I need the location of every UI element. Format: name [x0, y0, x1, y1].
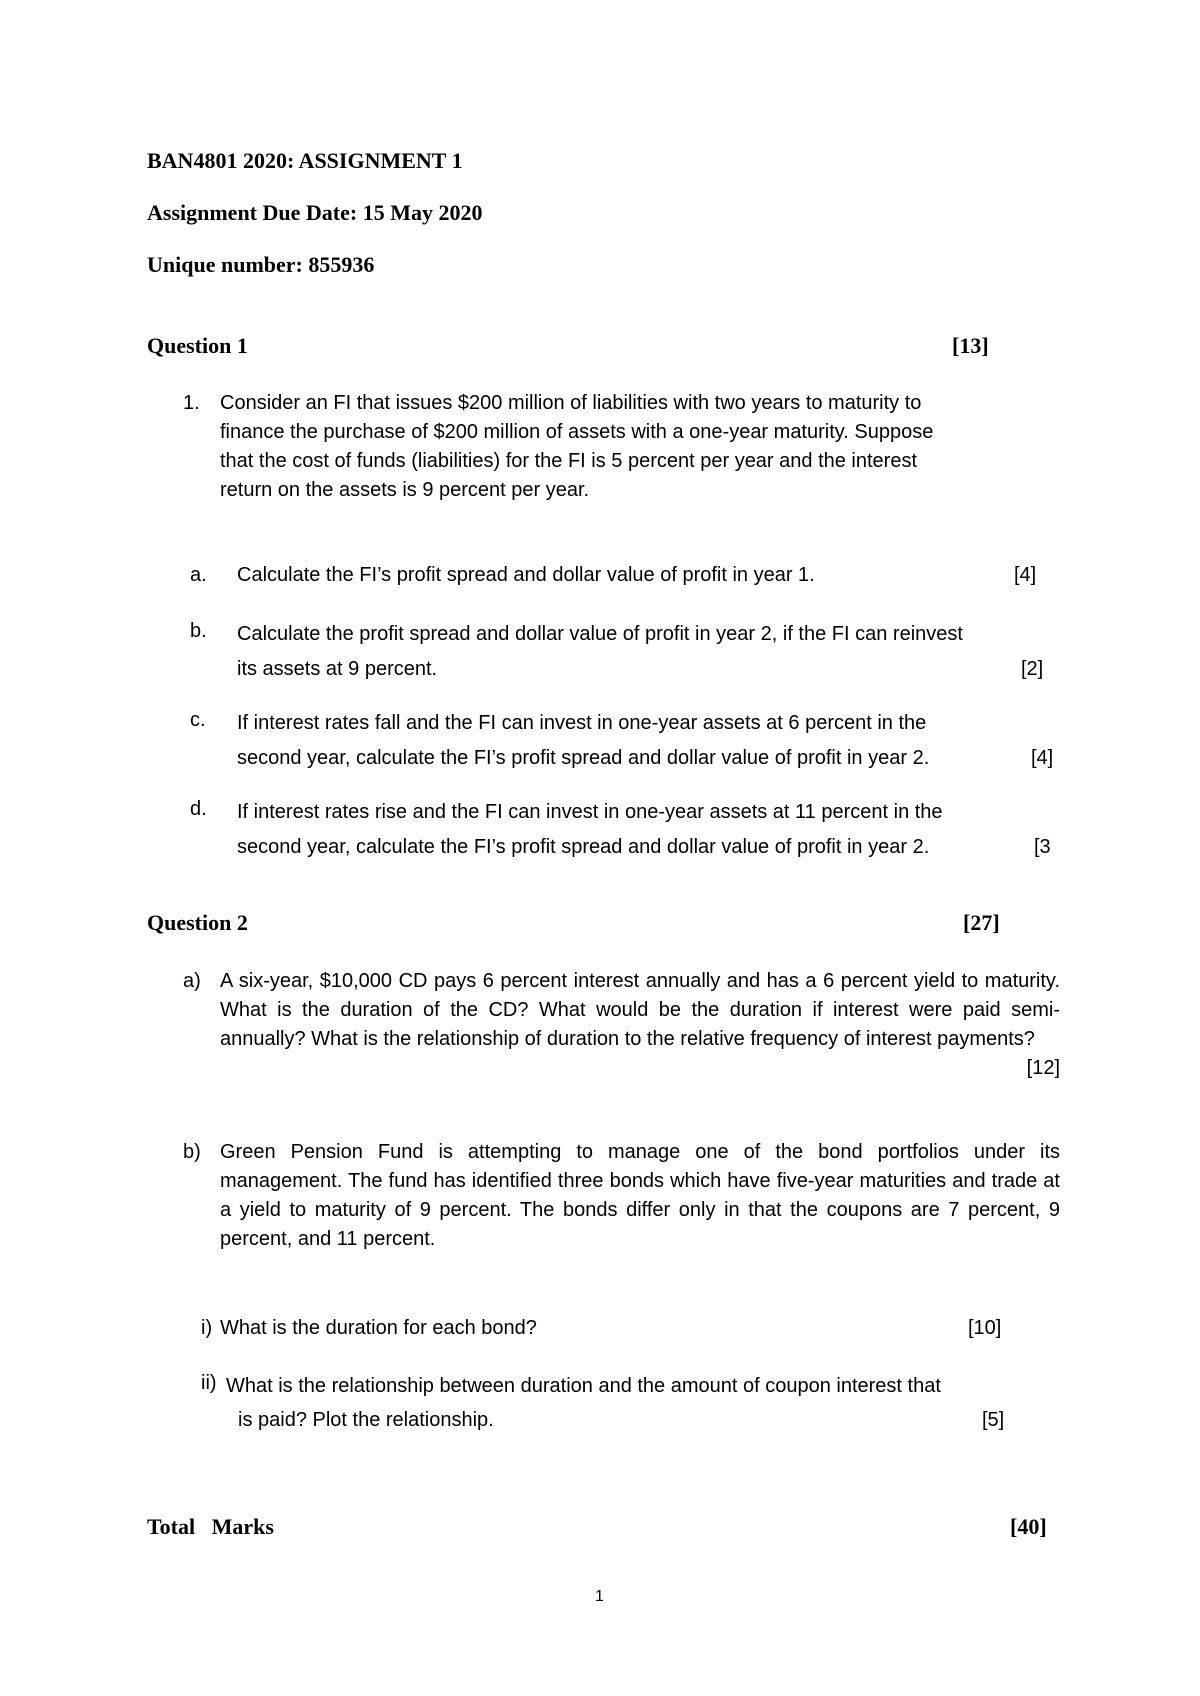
page-number: 1	[595, 1588, 604, 1605]
q2-part-b-paragraph: Green Pension Fund is attempting to manage one of the bond portfolios under its management. The fund has identified three bonds which have five-year maturities and trade at a yield to maturity of 9 percent. The bonds differ only in that the coupons are 7 percent, 9 percent, and 11 percent.	[220, 1141, 1060, 1250]
unique-number: Unique number: 855936	[147, 252, 375, 277]
q1-part-b-line: its assets at 9 percent.	[237, 658, 438, 680]
question-1-marks: [13]	[952, 333, 989, 358]
q1-part-b-line: Calculate the profit spread and dollar value of profit in year 2, if the FI can reinvest	[237, 623, 963, 645]
q1-part-d-marks: [3	[1034, 836, 1051, 858]
q2-sub-ii-label: ii)	[201, 1372, 217, 1394]
q1-part-d-label: d.	[190, 798, 207, 820]
q1-part-a-text	[237, 561, 815, 590]
q1-intro-line: finance the purchase of $200 million of assets with a one-year maturity. Suppose	[220, 421, 934, 443]
q1-part-a-marks: [4]	[1014, 564, 1037, 586]
q2-sub-ii-paragraph	[226, 1369, 941, 1437]
q2-sub-ii-marks: [5]	[982, 1409, 1005, 1431]
q2-sub-ii-line: is paid? Plot the relationship.	[238, 1409, 494, 1431]
q1-part-c-line: If interest rates fall and the FI can invest in one-year assets at 6 percent in the	[237, 712, 927, 734]
q1-part-d-line: second year, calculate the FI’s profit spread and dollar value of profit in year 2.	[237, 836, 930, 858]
total-marks-label: Total Marks	[147, 1514, 274, 1539]
q1-part-a-label: a.	[190, 564, 207, 586]
question-2-marks: [27]	[963, 910, 1000, 935]
q1-part-c-marks: [4]	[1031, 747, 1054, 769]
q2-sub-i-marks: [10]	[968, 1317, 1002, 1339]
q1-part-b-marks: [2]	[1021, 658, 1044, 680]
q2-part-a-label: a)	[183, 970, 201, 992]
q2-part-a-text: A six-year, $10,000 CD pays 6 percent interest annually and has a 6 percent yield to maturity. What is the duration of the CD? What would be the duration if interest were paid semi-annually? What is the relationship of duration to the relative frequency of interest payments?	[220, 970, 1060, 1050]
q1-part-d-line: If interest rates rise and the FI can invest in one-year assets at 11 percent in the	[237, 801, 943, 823]
q1-part-c-label: c.	[190, 709, 206, 731]
q2-part-a-paragraph	[220, 967, 1060, 1083]
q1-part-c-text	[237, 706, 929, 776]
q1-intro-line: return on the assets is 9 percent per year.	[220, 479, 590, 501]
q1-part-b-label: b.	[190, 620, 207, 642]
q2-sub-ii-line: What is the relationship between duration and the amount of coupon interest that	[226, 1375, 941, 1397]
assignment-title: BAN4801 2020: ASSIGNMENT 1	[147, 148, 463, 173]
q2-sub-i-label: i)	[201, 1317, 213, 1339]
question-1-heading: Question 1	[147, 333, 248, 358]
q1-part-c-line: second year, calculate the FI’s profit spread and dollar value of profit in year 2.	[237, 747, 930, 769]
q2-sub-i-text: What is the duration for each bond?	[220, 1317, 537, 1339]
q1-part-a-line: Calculate the FI’s profit spread and dollar value of profit in year 1.	[237, 564, 815, 586]
q1-part-b-text	[237, 617, 963, 687]
due-date: Assignment Due Date: 15 May 2020	[147, 200, 483, 225]
q1-part-d-text	[237, 795, 943, 865]
q1-intro-line: Consider an FI that issues $200 million of liabilities with two years to maturity to	[220, 392, 922, 414]
q1-intro-line: that the cost of funds (liabilities) for the FI is 5 percent per year and the interest	[220, 450, 918, 472]
q1-intro-number: 1.	[183, 392, 200, 414]
q2-part-b-label: b)	[183, 1141, 201, 1163]
question-2-heading: Question 2	[147, 910, 248, 935]
q1-intro-paragraph	[220, 389, 1040, 505]
total-marks-value: [40]	[1010, 1514, 1047, 1539]
q2-part-a-marks: [12]	[1026, 1057, 1060, 1079]
